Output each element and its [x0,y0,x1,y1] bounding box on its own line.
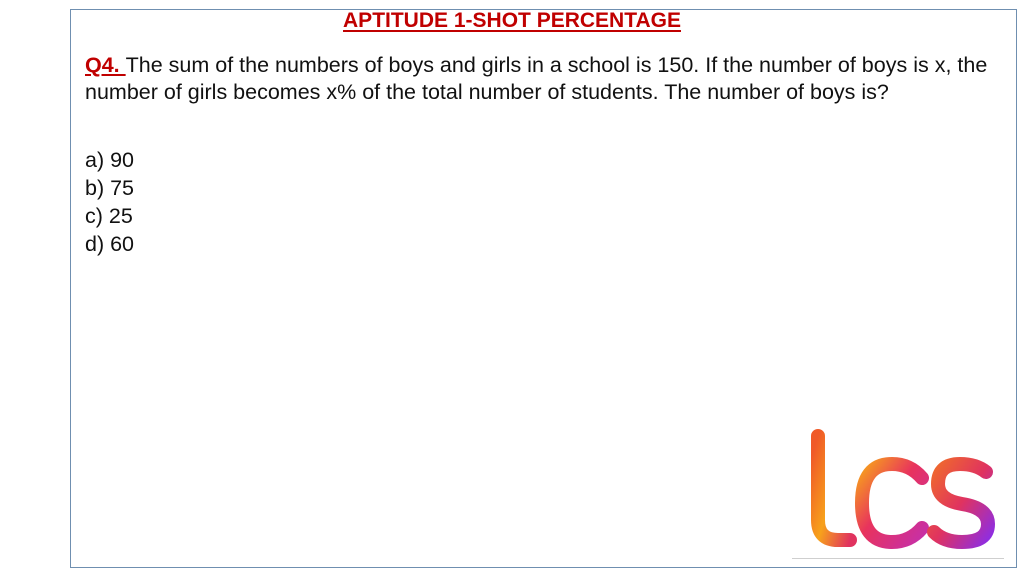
option-a: a) 90 [85,148,135,172]
tcs-logo-icon [800,428,1005,554]
question-number: Q4. [85,53,126,77]
option-d: d) 60 [85,232,135,256]
answer-options [85,146,134,258]
slide-title: APTITUDE 1-SHOT PERCENTAGE [343,9,681,32]
question-text: The sum of the numbers of boys and girls in a school is 150. If the number of boys is x, the number of girls becomes x% of the total number of students. The number of boys is? [85,53,988,104]
option-b: b) 75 [85,176,135,200]
logo-divider [792,558,1004,559]
question-text-block [85,52,1010,106]
option-c: c) 25 [85,204,133,228]
